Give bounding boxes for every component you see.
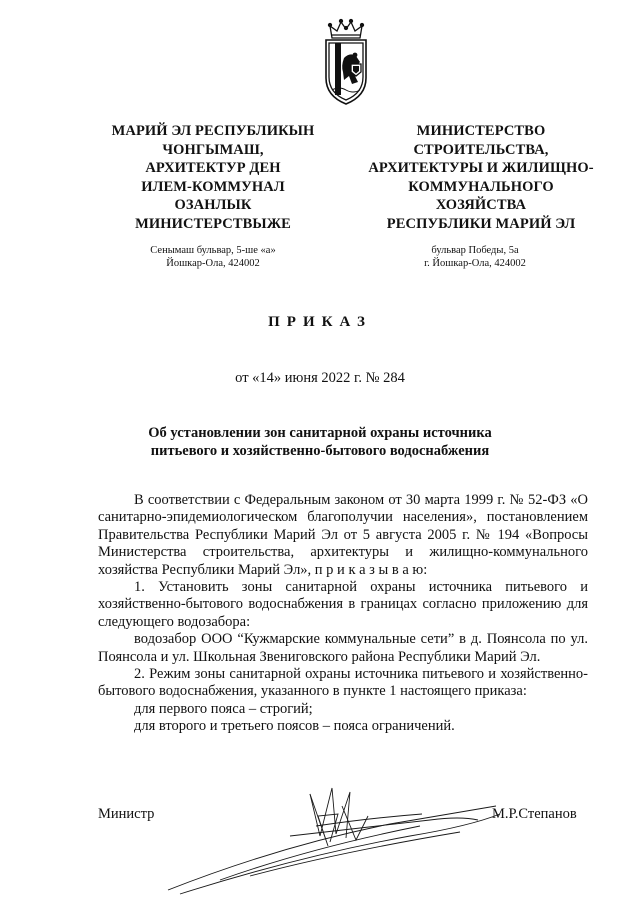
header-right-line: РЕСПУБЛИКИ МАРИЙ ЭЛ bbox=[386, 215, 576, 232]
order-title: ПРИКАЗ bbox=[268, 314, 372, 330]
header-right-line: АРХИТЕКТУРЫ И ЖИЛИЩНО- bbox=[368, 160, 594, 176]
address-line: Йошкар-Ола, 424002 bbox=[166, 258, 260, 269]
header-left-line: МАРИЙ ЭЛ РЕСПУБЛИКЫН bbox=[111, 123, 315, 139]
header-left-line: ЧОНГЫМАШ, bbox=[162, 141, 264, 158]
header-right-line: МИНИСТЕРСТВО bbox=[416, 123, 546, 139]
body-paragraph-item-2: 2. Режим зоны санитарной охраны источника питьевого и хозяйственно-бытового водоснабжения, указанного в пункте 1 настоящего приказа: bbox=[98, 666, 588, 700]
address-line: г. Йошкар-Ола, 424002 bbox=[424, 258, 526, 269]
body-paragraph-item-1: 1. Установить зоны санитарной охраны источника питьевого и хозяйственно-бытового водоснабжения в границах согласно приложению для следующего водозабора: bbox=[98, 579, 588, 630]
address-right bbox=[400, 244, 550, 270]
header-right-ministry-name bbox=[352, 122, 610, 233]
body-paragraph-preamble: В соответствии с Федеральным законом от 30 марта 1999 г. № 52-ФЗ «О санитарно-эпидемиологическом благополучии населения», постановлением Правительства Республики Марий Эл от 5 августа 2005 г. № 194 «Вопросы Министерства строительства, архитектуры и жилищно-коммунального хозяйства Республики Марий Эл», п р и к а з ы в а ю: bbox=[98, 492, 588, 578]
address-left bbox=[128, 244, 298, 270]
body-paragraph-water-intake: водозабор ООО “Кужмарские коммунальные сети” в д. Поянсола по ул. Поянсола и ул. Школьная Звениговского района Республики Марий Эл. bbox=[98, 631, 588, 665]
order-date: от «14» июня 2022 г. № 284 bbox=[235, 370, 405, 386]
subject-line: Об установлении зон санитарной охраны источника bbox=[148, 425, 492, 441]
header-left-line: ОЗАНЛЫК bbox=[174, 197, 252, 213]
header-left-ministry-name bbox=[98, 122, 328, 233]
address-line: Сенымаш бульвар, 5-ше «а» bbox=[150, 245, 276, 256]
header-left-line: АРХИТЕКТУР ДЕН bbox=[145, 160, 281, 176]
handwritten-signature bbox=[160, 776, 530, 901]
order-body bbox=[98, 492, 588, 736]
order-subject bbox=[120, 424, 520, 460]
coat-of-arms-icon bbox=[316, 18, 376, 108]
body-paragraph-second-third-belt: для второго и третьего поясов – пояса ограничений. bbox=[134, 718, 455, 735]
signature-position: Министр bbox=[98, 806, 155, 822]
header-left-line: МИНИСТЕРСТВЫЖЕ bbox=[135, 215, 291, 232]
signature-name: М.Р.Степанов bbox=[492, 806, 577, 822]
header-right-line: СТРОИТЕЛЬСТВА, bbox=[413, 141, 549, 158]
body-paragraph-first-belt: для первого пояса – строгий; bbox=[134, 700, 313, 717]
header-right-line: КОММУНАЛЬНОГО bbox=[408, 178, 554, 195]
subject-line: питьевого и хозяйственно-бытового водоснабжения bbox=[150, 443, 490, 459]
header-left-line: ИЛЕМ-КОММУНАЛ bbox=[141, 178, 285, 195]
address-line: бульвар Победы, 5а bbox=[431, 245, 519, 256]
header-right-line: ХОЗЯЙСТВА bbox=[435, 197, 527, 213]
